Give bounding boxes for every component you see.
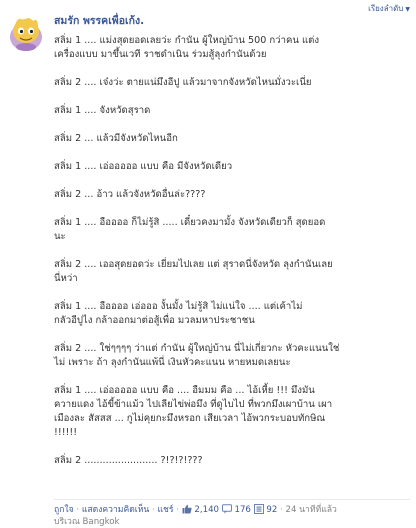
post-line: สลิ่ม 1 .... เอ่อออออ แบบ คือ มีจังหวัดเดียว bbox=[54, 161, 233, 172]
caret-down-icon: ▼ bbox=[405, 6, 410, 13]
post-line: เมืองละ สัสสส ... กูไม่คุยกะมึงหรอก เสียเวลา ไอ้พวกระบอบทักษิณ bbox=[54, 413, 326, 424]
post-line: สลิ่ม 1 .... อืออออ เอ่อออ งั้นมั้ง ไม่รู้สิ ไม่แน่ใจ .... แต่เค้าไม่ bbox=[54, 301, 303, 312]
line-gap bbox=[54, 202, 409, 216]
separator: · bbox=[152, 505, 158, 515]
line-gap bbox=[54, 174, 409, 188]
post-body bbox=[54, 14, 409, 468]
post-line: สลิ่ม 1 .... เอ่อออออ แบบ คือ .... อืมมม คือ ... ไอ้เหี้ย !!! มึงมัน bbox=[54, 385, 315, 396]
post-line: สลิ่ม 2 ... อ้าว แล้วจังหวัดอื่นล่ะ???? bbox=[54, 189, 206, 200]
line-gap bbox=[54, 244, 409, 258]
post-line: นี่หว่า bbox=[54, 273, 78, 284]
separator: · bbox=[76, 505, 82, 515]
line-gap bbox=[54, 146, 409, 160]
post-line: ไม่ เพราะ ถ้า ลุงกำนันแพ้นี่ เงินหัวคะแนน หายหมดเลยนะ bbox=[54, 357, 291, 368]
share-link[interactable]: แชร์ bbox=[157, 505, 174, 515]
line-gap bbox=[54, 440, 409, 454]
likes-count[interactable]: 2,140 bbox=[194, 505, 220, 515]
post-time[interactable]: 24 นาทีที่แล้ว bbox=[285, 505, 337, 515]
post-location[interactable]: บริเวณ Bangkok bbox=[54, 517, 120, 527]
line-gap bbox=[54, 90, 409, 104]
post-line: นะ bbox=[54, 231, 66, 242]
separator: · bbox=[176, 505, 182, 515]
post-footer bbox=[54, 504, 414, 528]
line-gap bbox=[54, 118, 409, 132]
post-line: สลิ่ม 2 ........................ ?!?!?!??? bbox=[54, 455, 203, 466]
like-link[interactable]: ถูกใจ bbox=[54, 505, 74, 515]
sort-label: เรียงลำดับ bbox=[368, 4, 404, 13]
thumbs-up-icon[interactable] bbox=[182, 504, 192, 514]
line-gap bbox=[54, 328, 409, 342]
post-line: สลิ่ม 1 .... อืออออ ก็ไม่รู้สิ ..... เดี๋ยวคงมามั้ง จังหวัดเดียวก็ สุดยอด bbox=[54, 217, 326, 228]
profile-avatar[interactable] bbox=[6, 13, 46, 53]
comment-bubble-icon[interactable] bbox=[222, 504, 232, 514]
post-text bbox=[54, 34, 409, 468]
share-icon[interactable] bbox=[254, 504, 264, 514]
separator: · bbox=[280, 505, 286, 515]
author-name[interactable]: สมรัก พรรคเพื่อเก้ง. bbox=[54, 15, 145, 27]
shares-count[interactable]: 92 bbox=[266, 505, 278, 515]
post-line: กลัวอีปูไง กล้าออกมาต่อสู้เพื่อ มวลมหาประชาชน bbox=[54, 315, 255, 326]
post-line: สลิ่ม 2 .... เออสุดยอดว่ะ เยี่ยมไปเลย แต่ สุราดนี่จังหวัด ลุงกำนันเลย bbox=[54, 259, 333, 270]
line-gap bbox=[54, 286, 409, 300]
comment-link[interactable]: แสดงความคิดเห็น bbox=[81, 505, 150, 515]
post-line: เครื่องแบบ มาขึ้นเวที ราชดำเนิน ร่วมสู้ลุงกำนันด้วย bbox=[54, 49, 267, 60]
line-gap bbox=[54, 62, 409, 76]
post-line: สลิ่ม 2 .... ใช่ๆๆๆๆ ว่าแต่ กำนัน ผู้ใหญ่บ้าน นี่ไม่เกี่ยวกะ หัวคะแนนใช่ bbox=[54, 343, 340, 354]
post-line: สลิ่ม 2 .... เจ๋งว่ะ ตายแน่มึงอีปู แล้วมาจากจังหวัดไหนมั่งวะเนี่ย bbox=[54, 77, 312, 88]
line-gap bbox=[54, 370, 409, 384]
post-line: สลิ่ม 1 .... แม่งสุดยอดเลยว่ะ กำนัน ผู้ใหญ่บ้าน 500 กว่าคน แต่ง bbox=[54, 35, 320, 46]
post-line: สลิ่ม 2 ... แล้วมีจังหวัดไหนอีก bbox=[54, 133, 178, 144]
post-line: สลิ่ม 1 .... จังหวัดสุราด bbox=[54, 105, 151, 116]
post-line: !!!!!! bbox=[54, 427, 78, 438]
post-line: ควายแดง ไอ้ขี้ข้าแม้ว ไปเลียไข่พ่อมึง ที่ดูไบไป ที่พวกมึงเผาบ้าน เผา bbox=[54, 399, 333, 410]
footer-divider bbox=[54, 499, 410, 500]
comments-count[interactable]: 176 bbox=[234, 505, 251, 515]
